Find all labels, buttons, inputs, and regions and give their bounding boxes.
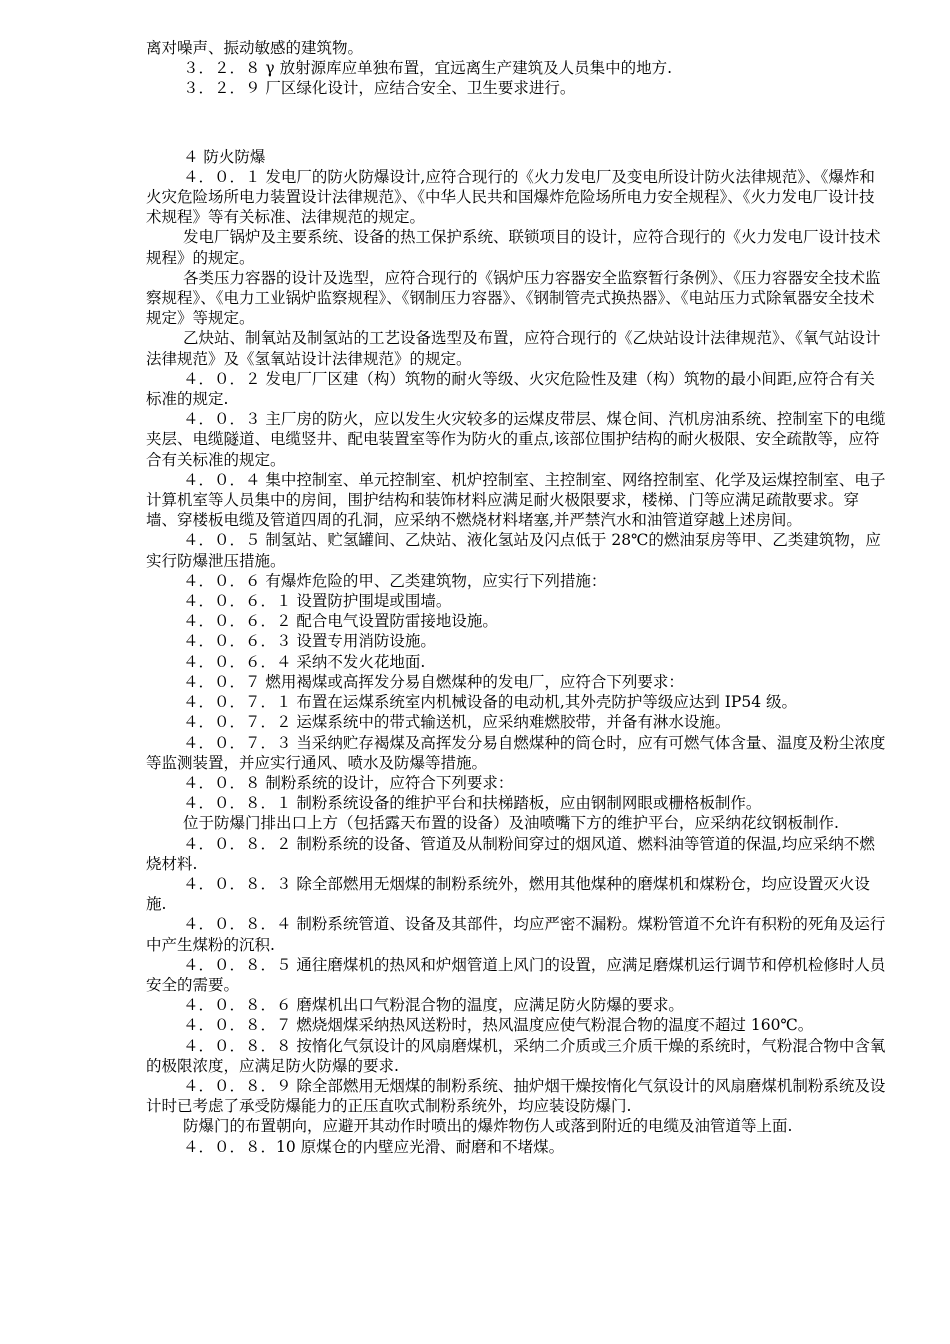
paragraph: 防爆门的布置朝向，应避开其动作时喷出的爆炸物伤人或落到附近的电缆及油管道等上面.: [183, 1117, 793, 1136]
paragraph: 乙炔站、制氧站及制氢站的工艺设备选型及布置，应符合现行的《乙炔站设计法律规范》、《氧气站设计法律规范》及《氢氧站设计法律规范》的规定。: [146, 329, 881, 368]
paragraph: ４．０．４ 集中控制室、单元控制室、机炉控制室、主控制室、网络控制室、化学及运煤控制室、电子计算机室等人员集中的房间，围护结构和装饰材料应满足耐火极限要求，楼梯、门等应满足疏散要求。穿墙、穿楼板电缆及管道四周的孔洞，应采纳不燃烧材料堵塞,并严禁汽水和油管道穿越上述房间。: [146, 470, 886, 530]
paragraph: 发电厂锅炉及主要系统、设备的热工保护系统、联锁项目的设计，应符合现行的《火力发电厂设计技术规程》的规定。: [146, 228, 881, 267]
paragraph: ４．０．８．３ 除全部燃用无烟煤的制粉系统外，燃用其他煤种的磨煤机和煤粉仓，均应设置灭火设施.: [146, 874, 870, 914]
paragraph: ４．０．８．10 原煤仓的内壁应光滑、耐磨和不堵煤。: [183, 1137, 565, 1156]
paragraph: ４．０．１ 发电厂的防火防爆设计,应符合现行的《火力发电厂及变电所设计防火法律规范》、《爆炸和火灾危险场所电力装置设计法律规范》、《中华人民共和国爆炸危险场所电力安全规程》、《火力发电厂设计技术规程》等有关标准、法律规范的规定。: [146, 167, 875, 227]
paragraph: ４．０．８．７ 燃烧烟煤采纳热风送粉时，热风温度应使气粉混合物的温度不超过 160℃。: [183, 1016, 814, 1035]
paragraph: 离对噪声、振动敏感的建筑物。: [146, 39, 364, 57]
paragraph: ４．０．８．８ 按惰化气氛设计的风扇磨煤机，采纳二介质或三介质干燥的系统时，气粉混合物中含氧的极限浓度，应满足防火防爆的要求.: [146, 1036, 886, 1075]
paragraph: ４．０．７ 燃用褐煤或高挥发分易自燃煤种的发电厂，应符合下列要求：: [183, 672, 684, 691]
section-gap: [146, 99, 886, 147]
paragraph: ３．２．９ 厂区绿化设计，应结合安全、卫生要求进行。: [183, 79, 576, 98]
paragraph: ４．０．８ 制粉系统的设计，应符合下列要求：: [183, 773, 514, 792]
paragraph: ４．０．６．４ 采纳不发火花地面.: [183, 652, 426, 671]
paragraph: ４．０．２ 发电厂厂区建（构）筑物的耐火等级、火灾危险性及建（构）筑物的最小间距,应符合有关标准的规定.: [146, 369, 875, 409]
paragraph: ４．０．７．３ 当采纳贮存褐煤及高挥发分易自燃煤种的筒仓时，应有可燃气体含量、温度及粉尘浓度等监测装置，并应实行通风、喷水及防爆等措施。: [146, 733, 886, 772]
paragraph: ４．０．７．２ 运煤系统中的带式输送机，应采纳难燃胶带，并备有淋水设施。: [183, 713, 731, 732]
paragraph: ４．０．５ 制氢站、贮氢罐间、乙炔站、液化氢站及闪点低于 28℃的燃油泵房等甲、乙类建筑物，应实行防爆泄压措施。: [146, 531, 881, 570]
paragraph: ４．０．８．２ 制粉系统的设备、管道及从制粉间穿过的烟风道、燃料油等管道的保温,均应采纳不燃烧材料.: [146, 834, 875, 873]
paragraph: ４．０．８．１ 制粉系统设备的维护平台和扶梯踏板，应由钢制网眼或栅格板制作。: [183, 794, 762, 813]
paragraph: 位于防爆门排出口上方（包括露天布置的设备）及油喷嘴下方的维护平台，应采纳花纹钢板制作.: [183, 814, 839, 833]
paragraph: ４．０．６．２ 配合电气设置防雷接地设施。: [183, 612, 498, 631]
paragraph: 各类压力容器的设计及选型，应符合现行的《锅炉压力容器安全监察暂行条例》、《压力容器安全技术监察规程》、《电力工业锅炉监察规程》、《钢制压力容器》、《钢制管壳式换热器》、《电站压力式除氧器安全技术规定》等规定。: [146, 268, 881, 328]
paragraph: ４．０．８．９ 除全部燃用无烟煤的制粉系统、抽炉烟干燥按惰化气氛设计的风扇磨煤机制粉系统及设计时已考虑了承受防爆能力的正压直吹式制粉系统外，均应装设防爆门.: [146, 1076, 886, 1116]
paragraph: ４ 防火防爆: [183, 147, 266, 166]
paragraph: ４．０．７．１ 布置在运煤系统室内机械设备的电动机,其外壳防护等级应达到 IP54 级。: [183, 693, 797, 712]
paragraph: ４．０．８．６ 磨煤机出口气粉混合物的温度，应满足防火防爆的要求。: [183, 996, 684, 1015]
paragraph: ４．０．６ 有爆炸危险的甲、乙类建筑物，应实行下列措施：: [183, 571, 607, 590]
paragraph: ４．０．８．５ 通往磨煤机的热风和炉烟管道上风门的设置，应满足磨煤机运行调节和停机检修时人员安全的需要。: [146, 955, 886, 994]
paragraph: ４．０．３ 主厂房的防火，应以发生火灾较多的运煤皮带层、煤仓间、汽机房油系统、控制室下的电缆夹层、电缆隧道、电缆竖井、配电装置室等作为防火的重点,该部位围护结构的耐火极限、安全疏散等，应符合有关标准的规定。: [146, 410, 886, 469]
paragraph: ３．２．８ γ 放射源库应单独布置，宜远离生产建筑及人员集中的地方.: [183, 59, 673, 78]
paragraph: ４．０．６．１ 设置防护围堤或围墙。: [183, 592, 452, 611]
paragraph: ４．０．８．４ 制粉系统管道、设备及其部件，均应严密不漏粉。煤粉管道不允许有积粉的死角及运行中产生煤粉的沉积.: [146, 915, 886, 954]
paragraph: ４．０．６．３ 设置专用消防设施。: [183, 632, 436, 651]
document-body: [146, 38, 886, 1157]
